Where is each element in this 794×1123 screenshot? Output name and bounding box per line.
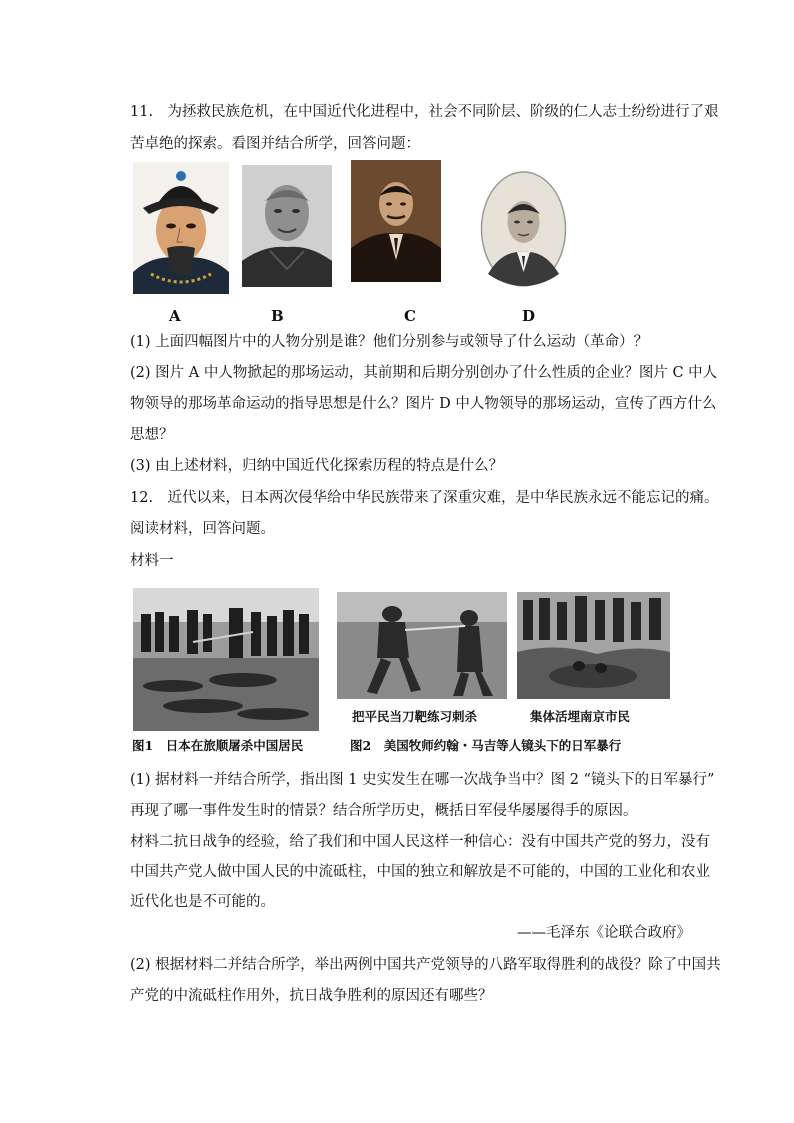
q11-intro-line-2: 苦卓绝的探索。看图并结合所学，回答问题：: [130, 136, 420, 152]
q11-intro-line-1: 11. 为拯救民族危机，在中国近代化进程中，社会不同阶层、阶级的仁人志士纷纷进行了艰: [130, 104, 719, 120]
q12-part1-line-2: 再现了哪一事件发生时的情景？结合所学历史，概括日军侵华屡屡得手的原因。: [130, 803, 638, 819]
portrait-b: [242, 165, 332, 287]
q11-part3: (3) 由上述材料，归纳中国近代化探索历程的特点是什么？: [130, 458, 504, 474]
q12-intro-line-2: 阅读材料，回答问题。: [130, 521, 275, 537]
portrait-label-b: B: [271, 307, 284, 325]
q11-part2-line-3: 思想？: [130, 427, 174, 443]
material-2-line-1: 材料二抗日战争的经验，给了我们和中国人民这样一种信心：没有中国共产党的努力，没有: [130, 834, 710, 850]
material-2-line-3: 近代化也是不可能的。: [130, 894, 275, 910]
fig1-photo: [133, 588, 319, 731]
q12-part2-line-1: (2) 根据材料二并结合所学，举出两例中国共产党领导的八路军取得胜利的战役？除了中国共: [130, 957, 721, 973]
fig2-photo2-caption: 集体活埋南京市民: [530, 709, 631, 724]
portrait-d: [480, 170, 567, 288]
portrait-label-d: D: [522, 307, 536, 325]
q11-part2-line-1: (2) 图片 A 中人物掀起的那场运动，其前期和后期分别创办了什么性质的企业？图片 C 中人: [130, 365, 718, 381]
q12-part1-line-1: (1) 据材料一并结合所学，指出图 1 史实发生在哪一次战争当中？图 2 “镜头下的日军暴行”: [130, 772, 715, 788]
fig2-photo1-caption: 把平民当刀靶练习刺杀: [352, 709, 478, 724]
material-2-line-2: 中国共产党人做中国人民的中流砥柱，中国的独立和解放是不可能的，中国的工业化和农业: [130, 864, 710, 880]
portrait-c: [351, 160, 441, 282]
portrait-a: [133, 162, 229, 294]
fig2-caption: 图2 美国牧师约翰・马吉等人镜头下的日军暴行: [350, 738, 622, 753]
fig1-caption: 图1 日本在旅顺屠杀中国居民: [132, 738, 304, 753]
fig2-photo-burial: [517, 592, 670, 699]
q12-part2-line-2: 产党的中流砥柱作用外，抗日战争胜利的原因还有哪些？: [130, 988, 493, 1004]
portrait-label-a: A: [169, 307, 181, 325]
q12-intro-line-1: 12. 近代以来，日本两次侵华给中华民族带来了深重灾难，是中华民族永远不能忘记的痛。: [130, 490, 719, 506]
fig2-photo-bayonet: [337, 592, 507, 699]
material-1-label: 材料一: [130, 553, 174, 569]
material-2-source: ——毛泽东《论联合政府》: [517, 925, 691, 941]
q11-part1: (1) 上面四幅图片中的人物分别是谁？他们分别参与或领导了什么运动（革命）？: [130, 334, 649, 350]
q11-part2-line-2: 物领导的那场革命运动的指导思想是什么？图片 D 中人物领导的那场运动，宣传了西方什么: [130, 396, 717, 412]
portrait-label-c: C: [404, 307, 416, 325]
